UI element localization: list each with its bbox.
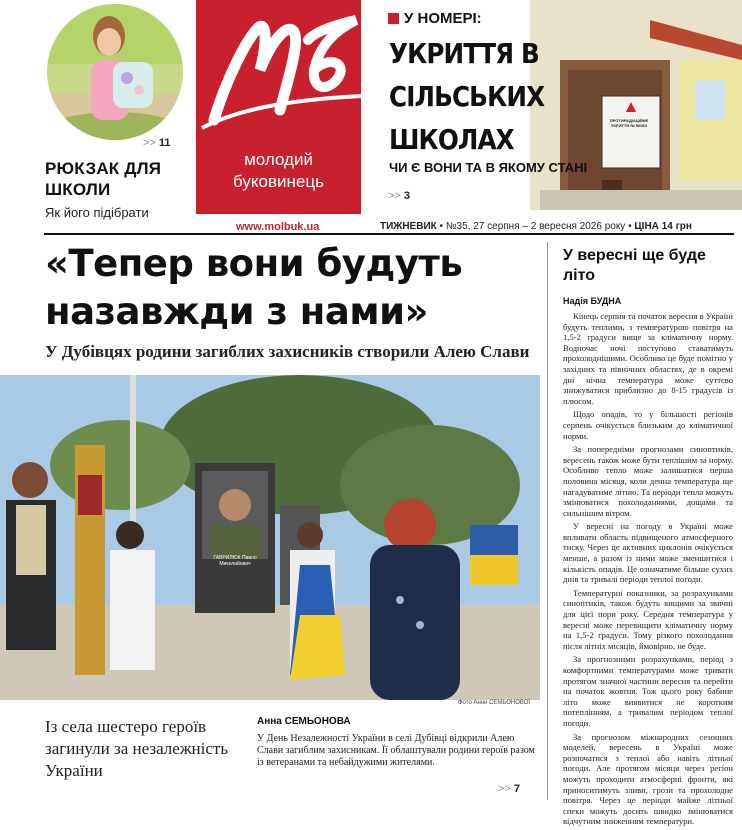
main-headline-line2: назавжди з нами» bbox=[45, 290, 428, 333]
main-photo bbox=[0, 375, 540, 700]
issue-dates: 27 серпня – 2 вересня 2026 року bbox=[473, 221, 626, 232]
main-headline[interactable] bbox=[45, 240, 545, 336]
continued-page-ref[interactable]: >> 7 bbox=[498, 783, 520, 795]
feature-kicker: У НОМЕРІ: bbox=[404, 10, 482, 27]
girl-with-backpack-image bbox=[47, 4, 183, 140]
side-paragraph: Кінець серпня та початок вересня в Україні будуть теплими, з температурою повітря на 1,5-2 градуси вище за кліматичну норму. Водночас ночі поступово ставатимуть прохолоднішими. Особливо це буде помітно у західних та північних областях, де в окремі дні нічна температура може суттєво знижуватися приблизно до 8-15 градусів із плюсом. bbox=[563, 311, 733, 406]
byline: Анна СЕМЬОНОВА bbox=[257, 716, 351, 727]
side-article-author: Надія БУДНА bbox=[563, 296, 622, 306]
memorial-ceremony-image bbox=[0, 375, 540, 700]
teaser-page-ref[interactable]: >> 11 bbox=[143, 137, 171, 149]
issue-info: ТИЖНЕВИК • №35, 27 серпня – 2 вересня 2026 року • ЦІНА 14 грн bbox=[380, 221, 692, 232]
issue-price: ЦІНА 14 грн bbox=[634, 221, 692, 232]
feature-page-ref[interactable]: >> 3 bbox=[388, 190, 410, 202]
kicker-marker bbox=[388, 13, 399, 24]
side-paragraph: Щодо опадів, то у більшості регіонів серпень очікується близьким до кліматичної норми. bbox=[563, 409, 733, 441]
issue-type: ТИЖНЕВИК bbox=[380, 221, 437, 232]
teaser-photo bbox=[47, 4, 183, 140]
teaser-subtitle: Як його підібрати bbox=[45, 205, 149, 220]
side-article-title[interactable]: У вересні ще буде літо bbox=[563, 247, 706, 284]
shelter-sign bbox=[604, 118, 654, 128]
feature-title-line1: УКРИТТЯ В bbox=[389, 37, 539, 70]
arrow-icon: >> bbox=[498, 783, 511, 795]
side-article-body bbox=[563, 311, 733, 830]
side-paragraph: За прогнозом міжнародних сезонних моделей, вересень в Україні може розпочатися з теплої або навіть літньої погоди. Але протягом місяця через регіон можуть проходити атмосферні фронти, які приноситимуть зливи, грози та прохолодне повітря. Через це періоди майже літньої спеки можуть досить швидко змінюватися відчутним зниженням температури. bbox=[563, 731, 733, 827]
main-subhead: У Дубівцях родини загиблих захисників створили Алею Слави bbox=[45, 342, 530, 361]
masthead-name-line2: буковинець bbox=[233, 172, 324, 191]
side-paragraph: За попередніми прогнозами синоптиків, вересень також може бути теплішим за норму. Особливо тепло може залишатися перша половина місяця, коли денна температура ще нагадуватиме літню. Та періоди тепла можуть змінюватися похолоданнями, дощами та сильнішим вітром. bbox=[563, 444, 733, 518]
shelter-sign-line2: УКРИТТЯ № 96063 bbox=[611, 123, 647, 128]
lead-title: Із села шестеро героїв загинули за незалежність України bbox=[45, 717, 229, 780]
site-url-link[interactable]: www.molbuk.ua bbox=[236, 221, 320, 233]
feature-title-line2: СІЛЬСЬКИХ bbox=[389, 80, 545, 113]
side-paragraph: Температурні показники, за розрахунками синоптиків, також будуть вищими за звичні для цієї пори року. Середня температура у вересні може перевищити кліматичну норму на 1,5-2 градуси. Тому різкого похолодання після літніх місяців, ймовірно, не буде. bbox=[563, 587, 733, 651]
side-paragraph: У вересні на погоду в Україні може впливати область підвищеного атмосферного тиску. Через це активних циклонів очікується менше, а разом із ними може зменшитися і кількість опадів. Це означатиме більше сухих днів та тривалі періоди теплої погоди. bbox=[563, 521, 733, 585]
masthead-name bbox=[196, 149, 361, 193]
feature-title[interactable] bbox=[389, 32, 583, 161]
main-headline-line1: «Тепер вони будуть bbox=[45, 242, 463, 285]
masthead-divider bbox=[44, 233, 734, 235]
shelter-sign-line1: ПРОТИРАДІАЦІЙНЕ bbox=[609, 118, 649, 123]
lead-text: У День Незалежності України в селі Дубівці відкрили Алею Слави загиблим захисникам. Її облаштували родини героїв разом із ветеранами та небайдужими жителями. bbox=[257, 733, 535, 768]
teaser-title[interactable]: РЮКЗАК ДЛЯ ШКОЛИ bbox=[45, 159, 162, 199]
logo-mark bbox=[196, 0, 361, 150]
issue-number: №35, bbox=[445, 221, 471, 232]
arrow-icon: >> bbox=[143, 137, 156, 149]
masthead-name-line1: молодий bbox=[244, 150, 313, 169]
feature-subtitle: ЧИ Є ВОНИ ТА В ЯКОМУ СТАНІ bbox=[389, 160, 588, 175]
memorial-plaque-text: ГАВРИЛЮК Павло Миколайович bbox=[213, 555, 257, 567]
photo-credit: Фото Анни СЕМЬОНОВОЇ bbox=[458, 700, 531, 706]
feature-title-line3: ШКОЛАХ bbox=[389, 123, 514, 156]
column-divider bbox=[547, 242, 548, 800]
side-paragraph: За прогнозними розрахунками, період з комфортними температурами може тривати протягом значної частини вересня та перейти на початок жовтня. Тож цього року бабине літо може виявитися не коротким потеплінням, а тривалим періодом теплої погоди. bbox=[563, 654, 733, 728]
arrow-icon: >> bbox=[388, 190, 401, 202]
